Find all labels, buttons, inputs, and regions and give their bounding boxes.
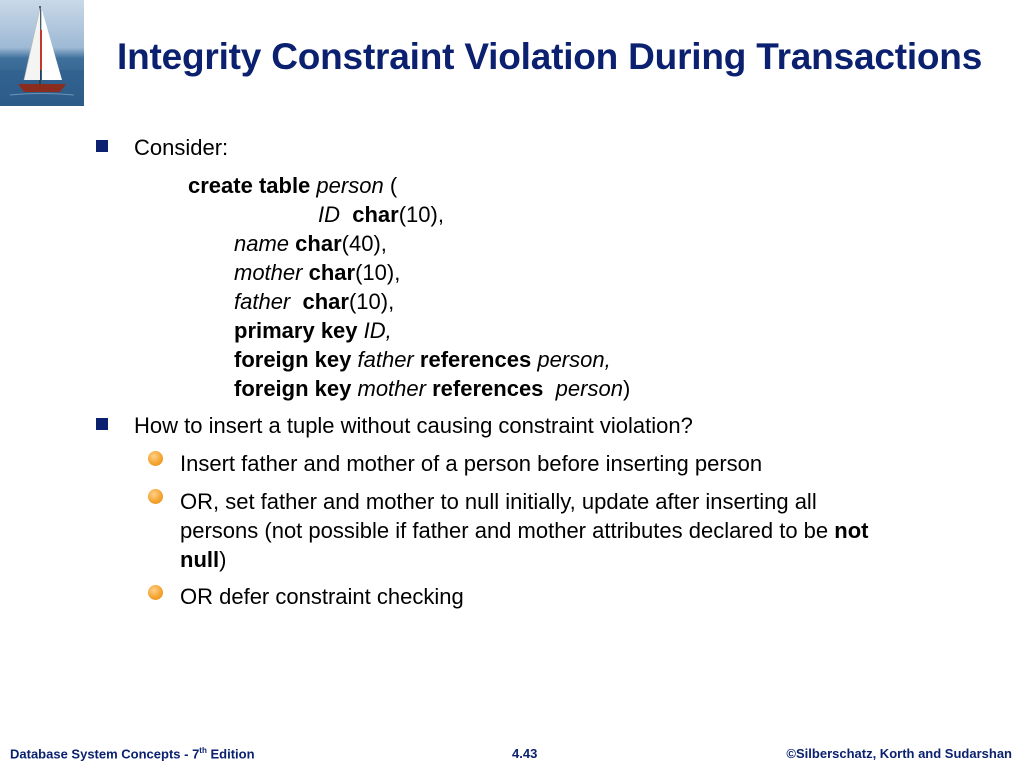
code-line-name: name char(40), <box>234 231 387 256</box>
code-line-create-table: create table person ( <box>188 173 398 198</box>
square-bullet-icon <box>96 140 108 152</box>
orange-bullet-icon <box>148 489 163 504</box>
sub-bullet-2-line-1: OR, set father and mother to null initially, update after inserting all <box>180 489 817 514</box>
code-line-primary-key: primary key ID, <box>234 318 392 343</box>
footer-copyright: ©Silberschatz, Korth and Sudarshan <box>786 746 1012 761</box>
consider-label: Consider: <box>134 135 229 160</box>
code-line-foreign-key-mother: foreign key mother references person) <box>234 376 631 401</box>
code-line-father: father char(10), <box>234 289 395 314</box>
sub-bullet-2-line-2: persons (not possible if father and mother attributes declared to be not <box>180 518 869 543</box>
sub-bullet-2-line-3: null) <box>180 547 227 572</box>
square-bullet-icon <box>96 418 108 430</box>
slide-title: Integrity Constraint Violation During Transactions <box>117 36 983 77</box>
sub-bullet-3: OR defer constraint checking <box>180 584 464 609</box>
sailboat-logo <box>0 0 84 106</box>
footer-book-title: Database System Concepts - 7th Edition <box>10 746 255 762</box>
orange-bullet-icon <box>148 451 163 466</box>
sub-bullet-1: Insert father and mother of a person before inserting person <box>180 451 763 476</box>
code-line-id: ID char(10), <box>318 202 444 227</box>
question-text: How to insert a tuple without causing constraint violation? <box>134 413 693 438</box>
footer-page-number: 4.43 <box>512 746 538 761</box>
code-line-mother: mother char(10), <box>234 260 401 285</box>
code-line-foreign-key-father: foreign key father references person, <box>234 347 611 372</box>
orange-bullet-icon <box>148 585 163 600</box>
